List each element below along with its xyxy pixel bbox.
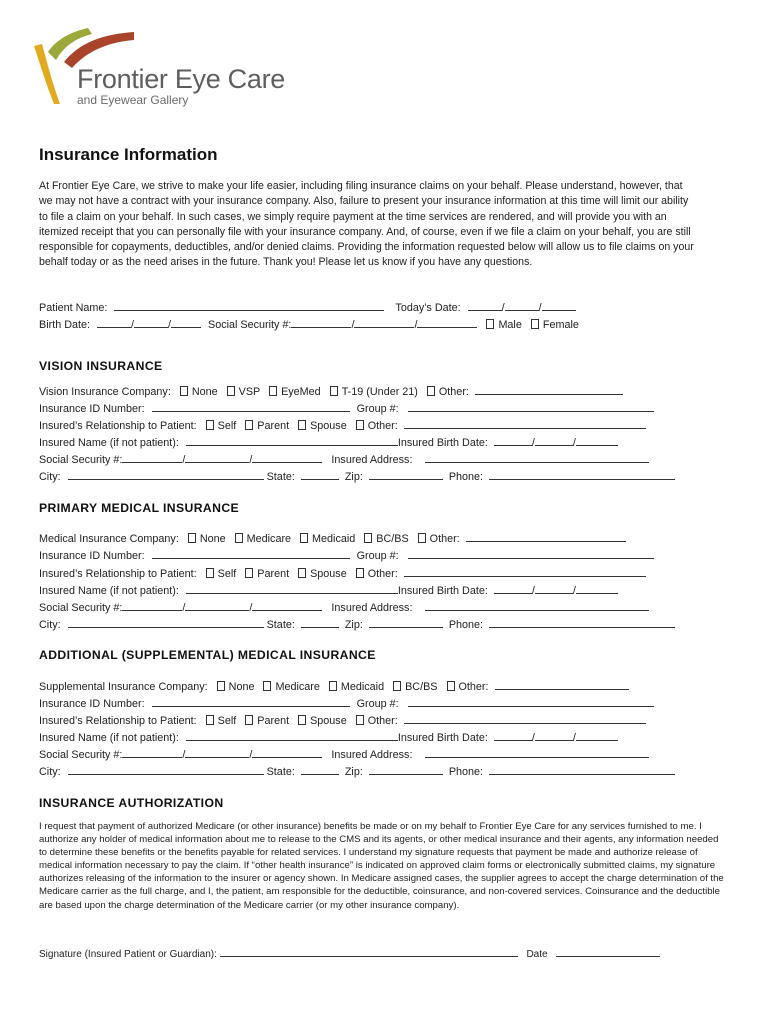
vision-ssn-part3[interactable] — [252, 452, 322, 463]
birth-day-field[interactable] — [134, 317, 168, 328]
vision-state-field[interactable] — [301, 469, 339, 480]
vision-option-eyemed: EyeMed — [281, 386, 321, 398]
vision-insured-name-row: Insured Name (if not patient): Insured Birth Date: / / — [39, 435, 618, 449]
male-checkbox[interactable] — [486, 319, 494, 329]
additional-option-medicare: Medicare — [275, 681, 320, 693]
primary-spouse-checkbox[interactable] — [298, 568, 306, 578]
additional-none-checkbox[interactable] — [217, 681, 225, 691]
additional-group-field[interactable] — [408, 696, 654, 707]
page-title: Insurance Information — [39, 145, 218, 164]
additional-option-bcbs: BC/BS — [405, 681, 438, 693]
primary-parent-label: Parent — [257, 568, 290, 580]
primary-spouse-label: Spouse — [310, 568, 347, 580]
vision-city-field[interactable] — [68, 469, 264, 480]
vision-id-label: Insurance ID Number: — [39, 403, 145, 415]
additional-zip-field[interactable] — [369, 764, 443, 775]
primary-group-field[interactable] — [408, 548, 654, 559]
primary-option-bcbs: BC/BS — [376, 533, 409, 545]
primary-phone-field[interactable] — [489, 617, 675, 628]
vision-company-label: Vision Insurance Company: — [39, 386, 171, 398]
vision-eyemed-checkbox[interactable] — [269, 386, 277, 396]
primary-id-label: Insurance ID Number: — [39, 550, 145, 562]
primary-ssn-row: Social Security #: / / Insured Address: — [39, 600, 649, 614]
vision-city-label: City: — [39, 471, 61, 483]
primary-none-checkbox[interactable] — [188, 533, 196, 543]
signature-date-label: Date — [526, 949, 548, 960]
additional-option-other: Other: — [458, 681, 489, 693]
vision-other-checkbox[interactable] — [427, 386, 435, 396]
vision-state-label: State: — [266, 471, 295, 483]
primary-other-checkbox[interactable] — [418, 533, 426, 543]
additional-relother-checkbox[interactable] — [356, 715, 364, 725]
birth-year-field[interactable] — [171, 317, 201, 328]
additional-option-none: None — [228, 681, 255, 693]
primary-heading: PRIMARY MEDICAL INSURANCE — [39, 501, 240, 515]
additional-insured-name-label: Insured Name (if not patient): — [39, 732, 179, 744]
primary-option-medicaid: Medicaid — [312, 533, 356, 545]
additional-state-field[interactable] — [301, 764, 339, 775]
brand-name: Frontier Eye Care — [77, 64, 285, 94]
primary-company-row — [39, 531, 626, 545]
additional-other-field[interactable] — [495, 679, 629, 690]
primary-city-field[interactable] — [68, 617, 264, 628]
primary-ssn-part3[interactable] — [252, 600, 322, 611]
vision-insured-birth-label: Insured Birth Date: — [397, 437, 488, 449]
additional-ssn-part3[interactable] — [252, 747, 322, 758]
vision-relationship-row — [39, 418, 646, 432]
vision-address-field[interactable] — [425, 452, 649, 463]
primary-insured-name-row: Insured Name (if not patient): Insured Birth Date: / / — [39, 583, 618, 597]
additional-group-label: Group #: — [356, 698, 399, 710]
vision-relationship-label: Insured’s Relationship to Patient: — [39, 420, 197, 432]
ssn-label: Social Security #: — [208, 319, 292, 331]
vision-relother-checkbox[interactable] — [356, 420, 364, 430]
primary-address-label: Insured Address: — [331, 602, 413, 614]
primary-zip-field[interactable] — [369, 617, 443, 628]
additional-city-row — [39, 764, 675, 778]
female-label: Female — [542, 319, 579, 331]
additional-company-label: Supplemental Insurance Company: — [39, 681, 208, 693]
vision-self-checkbox[interactable] — [206, 420, 214, 430]
additional-parent-label: Parent — [257, 715, 290, 727]
additional-insured-name-field[interactable] — [186, 730, 398, 741]
additional-self-checkbox[interactable] — [206, 715, 214, 725]
vision-relother-field[interactable] — [404, 418, 646, 429]
primary-city-label: City: — [39, 619, 61, 631]
signature-label: Signature (Insured Patient or Guardian): — [39, 949, 217, 960]
vision-company-row — [39, 384, 623, 398]
additional-medicaid-checkbox[interactable] — [329, 681, 337, 691]
primary-self-label: Self — [217, 568, 237, 580]
brand-tagline: and Eyewear Gallery — [77, 93, 189, 107]
additional-spouse-label: Spouse — [310, 715, 347, 727]
authorization-heading: INSURANCE AUTHORIZATION — [39, 796, 224, 810]
primary-city-row — [39, 617, 675, 631]
additional-id-field[interactable] — [152, 696, 350, 707]
patient-name-field[interactable] — [114, 300, 384, 311]
additional-address-label: Insured Address: — [331, 749, 413, 761]
vision-zip-label: Zip: — [344, 471, 363, 483]
additional-id-label: Insurance ID Number: — [39, 698, 145, 710]
primary-ssn-label: Social Security #: — [39, 602, 123, 614]
patient-birth-row: Birth Date: / / Social Security #: / / Male Female — [39, 319, 579, 331]
vision-other-field[interactable] — [475, 384, 623, 395]
vision-phone-field[interactable] — [489, 469, 675, 480]
birth-date-label: Birth Date: — [39, 319, 91, 331]
primary-state-field[interactable] — [301, 617, 339, 628]
primary-insured-name-label: Insured Name (if not patient): — [39, 585, 179, 597]
additional-parent-checkbox[interactable] — [245, 715, 253, 725]
additional-ssn-label: Social Security #: — [39, 749, 123, 761]
primary-medicare-checkbox[interactable] — [235, 533, 243, 543]
additional-other-checkbox[interactable] — [447, 681, 455, 691]
primary-id-row — [39, 548, 654, 562]
intro-paragraph: At Frontier Eye Care, we strive to make your life easier, including filing insurance claims on your behalf. Please understand, however, that we may not have a contract with your insurance company. Also, failure to present your insurance information at this time will limit our ability to file a claim on your behalf. In such cases, we simply require payment at the time services are rendered, and will provide you with an itemized receipt that you can personally file with your insurance company. And, of course, even if we file a claim on your behalf, you are still responsible for copayments, deductibles, and/or denied claims. Providing the information requested below will allow us to file claims on your behalf today or as the need arises in the future. Thank you! Please let us know if you have any questions. — [39, 180, 694, 269]
primary-relationship-label: Insured’s Relationship to Patient: — [39, 568, 197, 580]
primary-insured-birth-label: Insured Birth Date: — [397, 585, 488, 597]
vision-ssn-label: Social Security #: — [39, 454, 123, 466]
patient-name-label: Patient Name: — [39, 302, 108, 314]
additional-ssn-row: Social Security #: / / Insured Address: — [39, 747, 649, 761]
ssn-part1-field[interactable] — [291, 317, 351, 328]
primary-bcbs-checkbox[interactable] — [364, 533, 372, 543]
additional-self-label: Self — [217, 715, 237, 727]
vision-id-row — [39, 401, 654, 415]
vision-option-other: Other: — [438, 386, 469, 398]
vision-none-checkbox[interactable] — [180, 386, 188, 396]
primary-relother-checkbox[interactable] — [356, 568, 364, 578]
signature-date-field[interactable] — [556, 946, 660, 957]
primary-insured-name-field[interactable] — [186, 583, 398, 594]
primary-parent-checkbox[interactable] — [245, 568, 253, 578]
ssn-part3-field[interactable] — [417, 317, 477, 328]
primary-option-none: None — [199, 533, 226, 545]
vision-group-field[interactable] — [408, 401, 654, 412]
vision-ssn-row: Social Security #: / / Insured Address: — [39, 452, 649, 466]
vision-address-label: Insured Address: — [331, 454, 413, 466]
additional-phone-label: Phone: — [448, 766, 484, 778]
additional-heading: ADDITIONAL (SUPPLEMENTAL) MEDICAL INSURANCE — [39, 648, 376, 662]
vision-option-vsp: VSP — [238, 386, 261, 398]
vision-spouse-checkbox[interactable] — [298, 420, 306, 430]
primary-insured-birth-day[interactable] — [535, 583, 573, 594]
primary-ssn-part2[interactable] — [185, 600, 249, 611]
logo — [30, 26, 300, 110]
additional-address-field[interactable] — [425, 747, 649, 758]
vision-t19-checkbox[interactable] — [330, 386, 338, 396]
additional-spouse-checkbox[interactable] — [298, 715, 306, 725]
primary-ssn-part1[interactable] — [122, 600, 182, 611]
additional-phone-field[interactable] — [489, 764, 675, 775]
ssn-part2-field[interactable] — [354, 317, 414, 328]
vision-ssn-part2[interactable] — [185, 452, 249, 463]
today-year-field[interactable] — [542, 300, 576, 311]
vision-phone-label: Phone: — [448, 471, 484, 483]
primary-insured-birth-year[interactable] — [576, 583, 618, 594]
vision-option-t19: T-19 (Under 21) — [341, 386, 418, 398]
vision-group-label: Group #: — [356, 403, 399, 415]
birth-month-field[interactable] — [97, 317, 131, 328]
additional-company-row — [39, 679, 629, 693]
vision-vsp-checkbox[interactable] — [227, 386, 235, 396]
additional-id-row — [39, 696, 654, 710]
today-date-label: Today’s Date: — [395, 302, 461, 314]
vision-ssn-part1[interactable] — [122, 452, 182, 463]
vision-relother-label: Other: — [367, 420, 398, 432]
vision-parent-checkbox[interactable] — [245, 420, 253, 430]
primary-relother-label: Other: — [367, 568, 398, 580]
vision-insured-birth-month[interactable] — [494, 435, 532, 446]
primary-group-label: Group #: — [356, 550, 399, 562]
signature-field[interactable] — [220, 946, 518, 957]
primary-option-medicare: Medicare — [246, 533, 292, 545]
additional-bcbs-checkbox[interactable] — [393, 681, 401, 691]
additional-insured-birth-day[interactable] — [535, 730, 573, 741]
vision-insured-name-field[interactable] — [186, 435, 398, 446]
primary-id-field[interactable] — [152, 548, 350, 559]
vision-heading: VISION INSURANCE — [39, 359, 163, 373]
primary-medicaid-checkbox[interactable] — [300, 533, 308, 543]
vision-insured-birth-year[interactable] — [576, 435, 618, 446]
vision-parent-label: Parent — [257, 420, 290, 432]
primary-zip-label: Zip: — [344, 619, 363, 631]
primary-relationship-row — [39, 566, 646, 580]
primary-state-label: State: — [266, 619, 295, 631]
additional-ssn-part2[interactable] — [185, 747, 249, 758]
vision-option-none: None — [191, 386, 218, 398]
additional-zip-label: Zip: — [344, 766, 363, 778]
vision-insured-birth-day[interactable] — [535, 435, 573, 446]
additional-relationship-row — [39, 713, 646, 727]
primary-option-other: Other: — [429, 533, 460, 545]
vision-insured-name-label: Insured Name (if not patient): — [39, 437, 179, 449]
additional-relother-field[interactable] — [404, 713, 646, 724]
additional-state-label: State: — [266, 766, 295, 778]
primary-relother-field[interactable] — [404, 566, 646, 577]
additional-city-field[interactable] — [68, 764, 264, 775]
primary-self-checkbox[interactable] — [206, 568, 214, 578]
vision-city-row — [39, 469, 675, 483]
authorization-paragraph: I request that payment of authorized Medicare (or other insurance) benefits be made or on my behalf to Frontier Eye Care for any services furnished to me. I authorize any holder of medical information about me to release to the CMS and its agents, or other medical insurance and their agents, any information needed to determine these benefits or the benefits payable for related services. I understand my signature requests that payment be made and authorize release of medical information necessary to pay the claim. If “other health insurance” is indicated on approved claim forms or electronically submitted claims, my signature authorizes releasing of the information to the insurer or agency shown. In Medicare assigned cases, the supplier agrees to accept the charge determination of the Medicare carrier as the full charge, and I, the patient, am responsible for the deductible, coinsurance, and non-covered services. Coinsurance and the deductible are based upon the charge determination of the Medicare carrier (or my other insurance company). — [39, 821, 724, 911]
primary-phone-label: Phone: — [448, 619, 484, 631]
vision-spouse-label: Spouse — [310, 420, 347, 432]
primary-company-label: Medical Insurance Company: — [39, 533, 179, 545]
vision-self-label: Self — [217, 420, 237, 432]
patient-name-row: Patient Name: Today’s Date: / / — [39, 300, 576, 314]
primary-insured-birth-month[interactable] — [494, 583, 532, 594]
male-label: Male — [498, 319, 522, 331]
additional-option-medicaid: Medicaid — [340, 681, 385, 693]
additional-relationship-label: Insured’s Relationship to Patient: — [39, 715, 197, 727]
primary-other-field[interactable] — [466, 531, 626, 542]
primary-address-field[interactable] — [425, 600, 649, 611]
vision-zip-field[interactable] — [369, 469, 443, 480]
vision-id-field[interactable] — [152, 401, 350, 412]
additional-insured-birth-year[interactable] — [576, 730, 618, 741]
additional-insured-birth-month[interactable] — [494, 730, 532, 741]
female-checkbox[interactable] — [531, 319, 539, 329]
additional-insured-birth-label: Insured Birth Date: — [397, 732, 488, 744]
signature-row — [39, 946, 660, 960]
additional-relother-label: Other: — [367, 715, 398, 727]
additional-city-label: City: — [39, 766, 61, 778]
today-day-field[interactable] — [505, 300, 539, 311]
today-month-field[interactable] — [468, 300, 502, 311]
additional-ssn-part1[interactable] — [122, 747, 182, 758]
additional-insured-name-row: Insured Name (if not patient): Insured Birth Date: / / — [39, 730, 618, 744]
additional-medicare-checkbox[interactable] — [263, 681, 271, 691]
